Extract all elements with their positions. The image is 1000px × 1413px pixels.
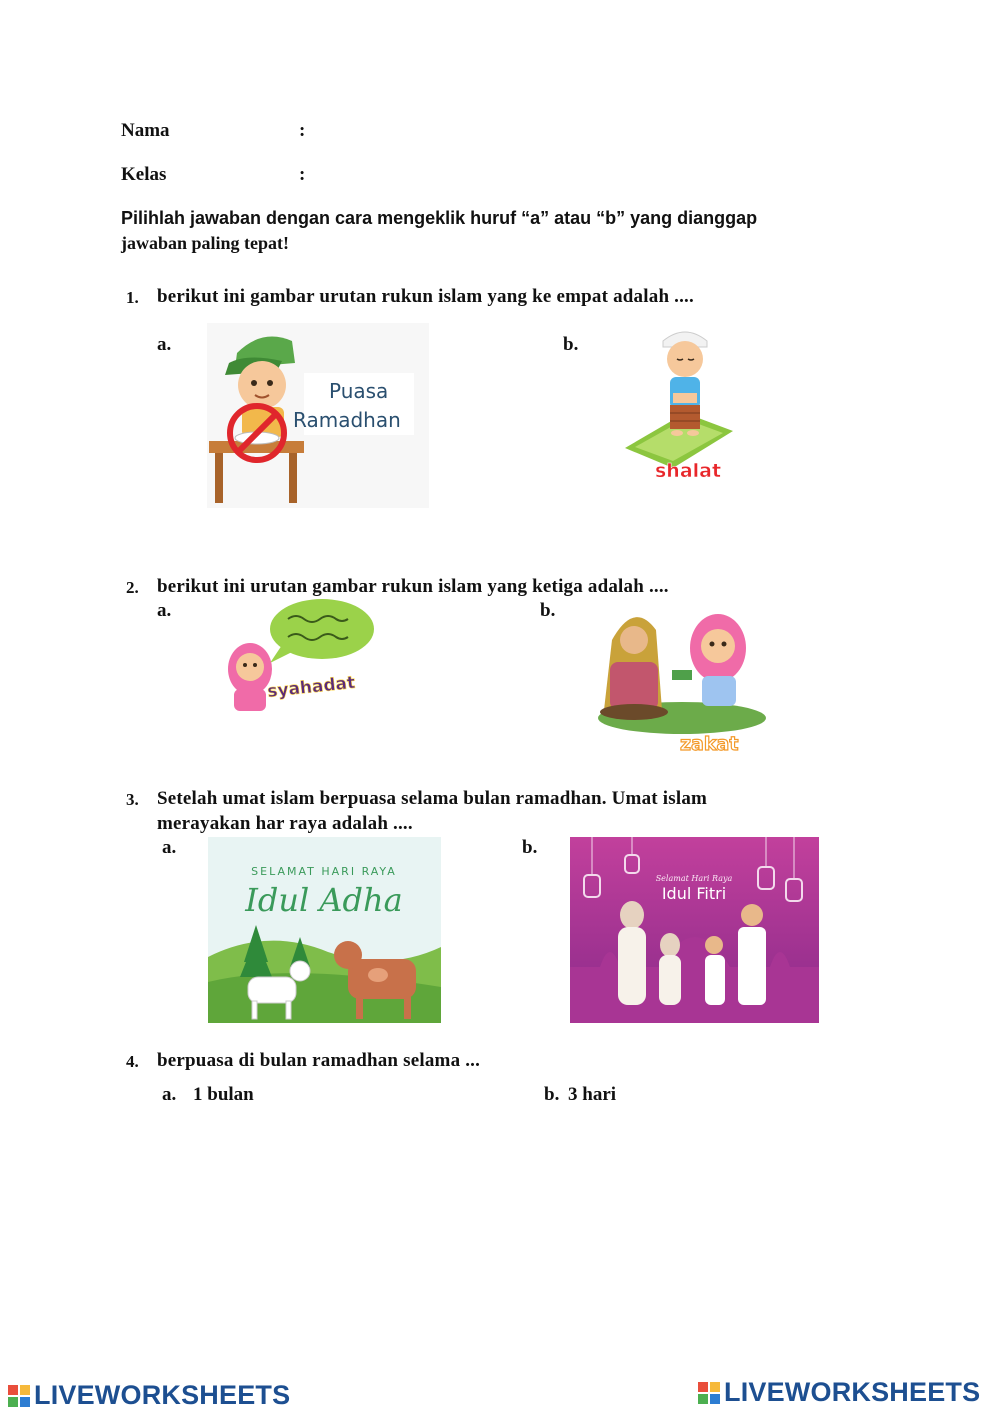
instruction-line-1: Pilihlah jawaban dengan cara mengeklik huruf “a” atau “b” yang dianggap: [121, 208, 758, 228]
q3-option-b-image[interactable]: [570, 837, 819, 1023]
shalat-illustration: [615, 323, 741, 508]
class-label: Kelas: [121, 164, 167, 185]
q3-option-b-letter[interactable]: b.: [522, 837, 538, 858]
question-3-text-line-1: Setelah umat islam berpuasa selama bulan ramadhan. Umat islam: [157, 788, 708, 809]
puasa-caption-line-2: Ramadhan: [293, 408, 401, 432]
liveworksheets-logo-icon: [8, 1385, 30, 1407]
q3-option-a-image[interactable]: [208, 837, 441, 1023]
idul-fitri-title: Idul Fitri: [661, 884, 727, 903]
question-3-text-line-2: merayakan har raya adalah ....: [157, 813, 413, 834]
idul-adha-header: SELAMAT HARI RAYA: [251, 865, 397, 878]
idul-adha-illustration: [208, 837, 441, 1023]
q2-option-a-image[interactable]: [222, 597, 382, 722]
instruction-line-2: jawaban paling tepat!: [121, 233, 290, 253]
q2-option-a-letter[interactable]: a.: [157, 600, 172, 621]
question-4-number: 4.: [126, 1052, 139, 1071]
q1-option-a-image[interactable]: [207, 323, 429, 508]
puasa-caption-line-1: Puasa: [329, 379, 389, 403]
q1-option-a-letter[interactable]: a.: [157, 334, 172, 355]
footer-brand-left: LIVEWORKSHEETS: [34, 1380, 291, 1410]
q2-option-b-image[interactable]: [594, 600, 769, 755]
zakat-caption: zakat: [680, 733, 739, 755]
question-2-text: berikut ini urutan gambar rukun islam yang ketiga adalah ....: [157, 576, 669, 597]
question-3-number: 3.: [126, 790, 139, 809]
q4-option-b-text[interactable]: 3 hari: [568, 1084, 617, 1105]
liveworksheets-logo-icon: [698, 1382, 720, 1404]
idul-fitri-illustration: [570, 837, 819, 1023]
q3-option-a-letter[interactable]: a.: [162, 837, 177, 858]
question-4-text: berpuasa di bulan ramadhan selama ...: [157, 1050, 481, 1071]
name-colon: :: [299, 120, 306, 141]
q1-option-b-letter[interactable]: b.: [563, 334, 579, 355]
question-1-number: 1.: [126, 288, 139, 307]
idul-fitri-header: Selamat Hari Raya: [655, 874, 733, 883]
idul-adha-title: Idul Adha: [245, 881, 403, 919]
footer-logo-right[interactable]: [698, 1377, 980, 1408]
q4-option-b-letter[interactable]: b.: [544, 1084, 560, 1105]
q4-option-a-text[interactable]: 1 bulan: [193, 1084, 254, 1105]
question-2-number: 2.: [126, 578, 139, 597]
q2-option-b-letter[interactable]: b.: [540, 600, 556, 621]
q4-option-a-letter[interactable]: a.: [162, 1084, 177, 1105]
zakat-illustration: [594, 600, 769, 755]
shalat-caption: shalat: [655, 460, 722, 482]
class-colon: :: [299, 164, 306, 185]
footer-brand-right: LIVEWORKSHEETS: [724, 1377, 981, 1407]
name-label: Nama: [121, 120, 170, 141]
question-1-text: berikut ini gambar urutan rukun islam yang ke empat adalah ....: [157, 286, 694, 307]
syahadat-caption: syahadat: [266, 672, 357, 702]
puasa-ramadhan-illustration: [207, 323, 429, 508]
footer-logo-left[interactable]: [8, 1380, 290, 1411]
syahadat-illustration: [222, 597, 382, 722]
q1-option-b-image[interactable]: [615, 323, 741, 508]
